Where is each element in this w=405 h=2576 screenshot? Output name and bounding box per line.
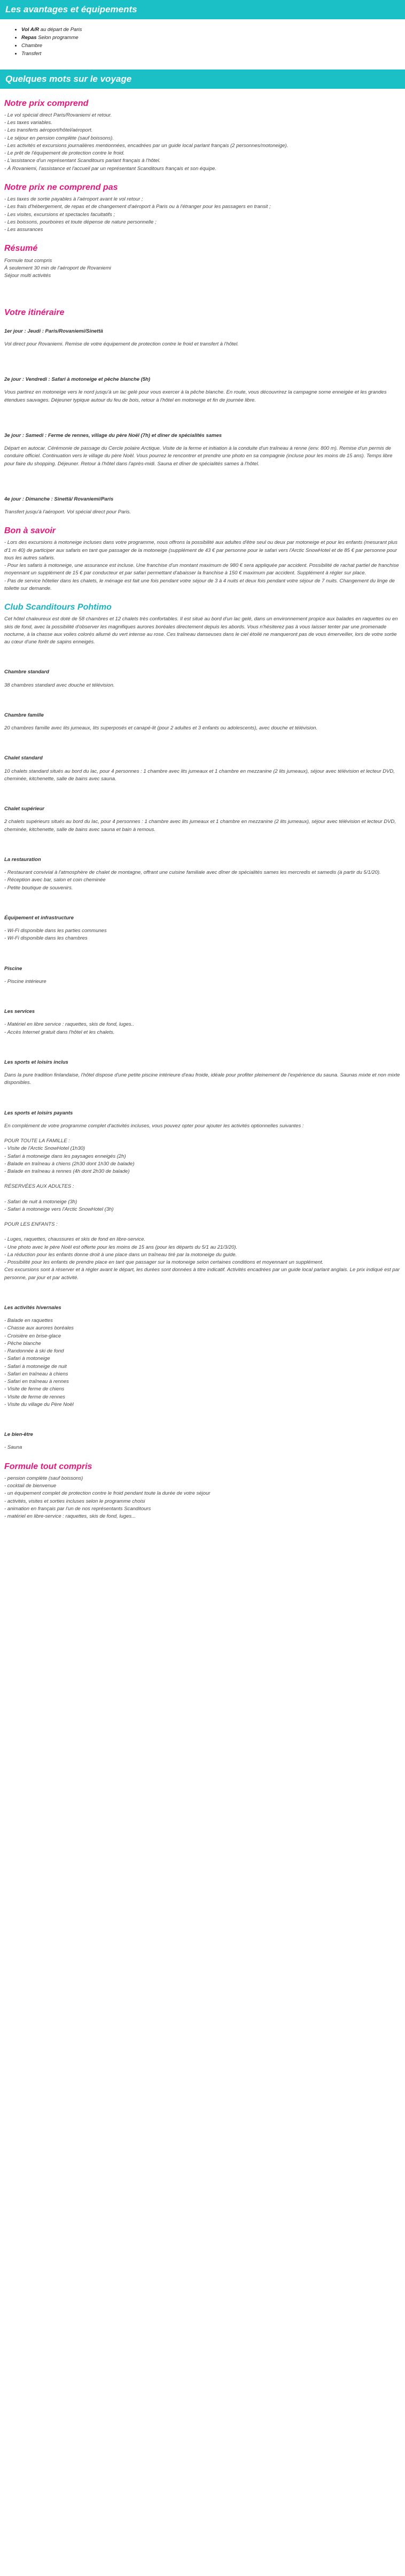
text-line: - Chasse aux aurores boréales bbox=[4, 1325, 74, 1332]
text-line: - Les transferts aéroport/hôtel/aéroport. bbox=[4, 127, 93, 134]
text-line: - Croisière en brise-glace bbox=[4, 1333, 61, 1339]
text-line bbox=[4, 1191, 401, 1198]
list-item: • Vol A/R au départ de Paris bbox=[21, 26, 405, 34]
day-4-text: Transfert jusqu'à l'aéroport. Vol spécial direct pour Paris. bbox=[4, 509, 131, 515]
text-line: 10 chalets standard situés au bord du lac, pour 4 personnes : 1 chambre avec lits jumeaux et 1 chambre en mezzanine (2 lits jumeaux), séjour avec télévision et lecteur DVD, cheminée, kitchenette, salle de bains avec sauna. bbox=[4, 768, 395, 782]
text-line bbox=[4, 1175, 401, 1183]
text-line: - Safari en traîneau à rennes bbox=[4, 1379, 69, 1385]
text-line: - Une photo avec le père Noël est offerte pour les moins de 15 ans (pour les départs du 5/1 au 21/3/20). bbox=[4, 1244, 238, 1250]
subsection-title: Piscine bbox=[4, 965, 22, 972]
subsection-body bbox=[0, 1021, 405, 1036]
text-line: 38 chambres standard avec douche et télévision. bbox=[4, 682, 115, 688]
text-line: - Restaurant convivial à l'atmosphère de chalet de montagne, offrant une cuisine familiale avec dîner de spécialités sames les mercredis et samedis (à partir du 5/1/20). bbox=[4, 870, 381, 876]
text-line: - animation en français par l'un de nos représentants Scanditours bbox=[4, 1505, 151, 1512]
advantages-list bbox=[0, 26, 405, 58]
text-line: - Visite de ferme de chiens bbox=[4, 1386, 65, 1393]
text-line: - Les taxes de sortie payables à l'aéroport avant le vol retour ; bbox=[4, 196, 143, 203]
text-line: - Les activités et excursions journalières mentionnées, encadrées par un guide local parlant français (2 personnes/motoneige). bbox=[4, 142, 289, 149]
text-line: - pension complète (sauf boissons) bbox=[4, 1475, 83, 1481]
subsection-title: Les sports et loisirs payants bbox=[4, 1110, 73, 1116]
subsection-body bbox=[0, 768, 405, 783]
text-line: - Balade en raquettes bbox=[4, 1318, 53, 1324]
text-line: - Lors des excursions à motoneige incluses dans votre programme, nous offrons la possibilité aux adultes d'être seul ou deux par motoneige et pour les enfants (mesurant plus d'1 m 40) de participer aux safaris en tant que passager de la motoneige (supplément de 43 € par personne pour le safari vers l'Arctic SnowHotel et de 85 € par personne pour tous les autres safaris. bbox=[4, 540, 398, 561]
summary-list bbox=[0, 257, 405, 280]
text-line: - Wi-Fi disponible dans les parties communes bbox=[4, 928, 107, 934]
subsection-body bbox=[0, 1072, 405, 1087]
text-line: - Les assurances bbox=[4, 227, 43, 233]
text-line: - matériel en libre-service : raquettes, skis de fond, luges... bbox=[4, 1513, 136, 1520]
subsection-body bbox=[0, 682, 405, 689]
subsection-title: Les services bbox=[4, 1009, 35, 1015]
list-item: • Chambre bbox=[21, 42, 405, 50]
text-line: - Accès Internet gratuit dans l'hôtel et les chalets. bbox=[4, 1029, 115, 1035]
text-line: - Possibilité pour les enfants de prendre place en tant que passager sur la motoneige selon certaines conditions et moyennant un supplément. bbox=[4, 1259, 324, 1266]
subsection-body bbox=[0, 818, 405, 834]
subsection-title: La restauration bbox=[4, 856, 41, 863]
subsection-title: Chalet supérieur bbox=[4, 806, 44, 812]
day-2-text: Vous partirez en motoneige vers le nord jusqu'à un lac gelé pour vous exercer à la pêche blanche. En route, vous découvrirez la campagne some enneigée et les grandes étendues sauvages. Déjeuner typique autour du feu de bois, retour à l'hôtel en motoneige et fin de journée libre. bbox=[4, 389, 387, 403]
text-line: RÉSERVÉES AUX ADULTES : bbox=[4, 1183, 74, 1190]
day-1-text: Vol direct pour Rovaniemi. Remise de votre équipement de protection contre le froid et transfert à l'hôtel. bbox=[4, 341, 239, 347]
text-line: - Visite de ferme de rennes bbox=[4, 1394, 65, 1400]
text-line: - Matériel en libre service : raquettes, skis de fond, luges.. bbox=[4, 1021, 134, 1028]
text-line: À seulement 30 min de l'aéroport de Rovaniemi bbox=[4, 265, 111, 271]
itinerary-heading: Votre itinéraire bbox=[4, 308, 65, 318]
text-line: - Sauna bbox=[4, 1444, 22, 1451]
text-line: - L'assistance d'un représentant Scanditours parlant français à l'hôtel. bbox=[4, 158, 161, 164]
text-line: 20 chambres famille avec lits jumeaux, lits superposés et canapé-lit (pour 2 adultes et 3 enfants ou adolescents), avec douche et télévision. bbox=[4, 725, 318, 732]
text-line: En complément de votre programme complet d'activités incluses, vous pouvez opter pour ajouter les activités optionnelles suivantes : bbox=[4, 1122, 304, 1129]
text-line: Ces excursions sont à réserver et à régler avant le départ, les durées sont données à titre indicatif. Activités encadrées par un guide local parlant anglais. Le prix indiqué est par personne, par jour et par activité. bbox=[4, 1267, 400, 1281]
text-line: - Safari en traîneau à chiens bbox=[4, 1371, 68, 1377]
text-line: - Safari à motoneige vers l'Arctic SnowHotel (3h) bbox=[4, 1206, 114, 1212]
good-to-know-list bbox=[0, 539, 405, 593]
day-2-title: 2e jour : Vendredi : Safari à motoneige et pêche blanche (5h) bbox=[4, 376, 151, 382]
text-line: - Pour les safaris à motoneige, une assurance est incluse. Une franchise d'un montant maximum de 980 € sera appliquée par accident. Possibilité de rachat partiel de franchise moyennant un supplément de 15 € par conducteur et par safari permettant d'abaisser la franchise à 150 € maximum par accident. Supplément à régler sur place. bbox=[4, 563, 399, 576]
price-excludes-list bbox=[0, 196, 405, 234]
text-line bbox=[4, 1228, 401, 1236]
text-line: Dans la pure tradition finlandaise, l'hôtel dispose d'une petite piscine intérieure d'eau froide, idéale pour profiter pleinement de l'expérience du sauna. Saunas mixte et non mixte disponibles. bbox=[4, 1072, 400, 1086]
text-line: Séjour multi activités bbox=[4, 273, 51, 279]
subsection-title: Le bien-être bbox=[4, 1432, 33, 1438]
text-line bbox=[4, 1213, 401, 1221]
text-line: - Randonnée à ski de fond bbox=[4, 1348, 64, 1355]
club-heading: Club Scanditours Pohtimo bbox=[4, 603, 112, 612]
subsection-body bbox=[0, 1122, 405, 1282]
text-line: - La réduction pour les enfants donne droit à une place dans un traîneau tiré par la motoneige du guide. bbox=[4, 1251, 237, 1258]
subsection-body bbox=[0, 725, 405, 732]
subsection-body bbox=[0, 869, 405, 892]
text-line: - Safari de nuit à motoneige (3h) bbox=[4, 1198, 77, 1205]
subsection-title: Chambre standard bbox=[4, 669, 49, 675]
text-line: - cocktail de bienvenue bbox=[4, 1483, 57, 1489]
subsection-title: Équipement et infrastructure bbox=[4, 914, 74, 921]
trip-words-bar: Quelques mots sur le voyage bbox=[0, 70, 405, 89]
text-line: - un équipement complet de protection contre le froid pendant toute la durée de votre séjour bbox=[4, 1490, 211, 1497]
subsection-title: Les sports et loisirs inclus bbox=[4, 1059, 68, 1065]
text-line: 2 chalets supérieurs situés au bord du lac, pour 4 personnes : 1 chambre avec lits jumeaux et 1 chambre en mezzanine (2 lits jumeaux), séjour avec télévision et lecteur DVD, cheminée, kitchenette, salle de bains avec sauna et bain à remous. bbox=[4, 819, 396, 833]
all-inclusive-list bbox=[0, 1475, 405, 1521]
subsection-body bbox=[0, 978, 405, 986]
text-line: - Wi-Fi disponible dans les chambres bbox=[4, 935, 88, 942]
list-item: • Repas Selon programme bbox=[21, 34, 405, 42]
text-line: - À Rovaniemi, l'assistance et l'accueil par un représentant Scanditours français et son équipe. bbox=[4, 165, 217, 172]
text-line: - Pas de service hôtelier dans les chalets, le ménage est fait une fois pendant votre séjour de 3 à 4 nuits et deux fois pendant votre séjour de 7 nuits. Changement du linge de toilette sur demande. bbox=[4, 578, 395, 591]
text-line: - Safari à motoneige de nuit bbox=[4, 1363, 67, 1370]
text-line: - Réception avec bar, salon et coin cheminée bbox=[4, 877, 106, 883]
text-line: - Visite de l'Arctic SnowHotel (1h30) bbox=[4, 1145, 85, 1152]
all-inclusive-heading: Formule tout compris bbox=[4, 1462, 92, 1471]
good-to-know-heading: Bon à savoir bbox=[4, 526, 56, 536]
advantages-bar: Les avantages et équipements bbox=[0, 0, 405, 19]
text-line: Formule tout compris bbox=[4, 257, 52, 264]
hotel-details bbox=[0, 651, 405, 1451]
text-line: - Les taxes variables. bbox=[4, 120, 52, 126]
text-line: - Safari à motoneige bbox=[4, 1356, 50, 1362]
text-line: - Les boissons, pourboires et toute dépense de nature personnelle ; bbox=[4, 219, 157, 225]
summary-heading: Résumé bbox=[4, 244, 38, 253]
text-line: - Petite boutique de souvenirs. bbox=[4, 885, 73, 891]
price-includes-list bbox=[0, 112, 405, 173]
day-3-title: 3e jour : Samedi : Ferme de rennes, village du père Noël (7h) et dîner de spécialités sames bbox=[4, 432, 222, 439]
subsection-body bbox=[0, 1317, 405, 1409]
text-line: - Piscine intérieure bbox=[4, 978, 46, 985]
text-line: POUR TOUTE LA FAMILLE : bbox=[4, 1138, 70, 1144]
text-line bbox=[4, 1130, 401, 1137]
text-line: - Safari à motoneige dans les paysages enneigés (2h) bbox=[4, 1153, 126, 1159]
day-3-text: Départ en autocar. Cérémonie de passage du Cercle polaire Arctique. Visite de la ferme et initiation à la conduite d'un traîneau à renne (env. 800 m). Remise d'un permis de conduire officiel. Continuation vers le village du père Noël. Vous pourrez le rencontrer et prendre une photo en sa compagnie (incluse pour les moins de 15 ans). Temps libre pour faire du shopping. Déjeuner. Retour à l'hôtel dans l'après-midi. Sauna et dîner de spécialités sames à l'hôtel. bbox=[4, 445, 393, 467]
subsection-body bbox=[0, 927, 405, 943]
subsection-title: Les activités hivernales bbox=[4, 1304, 61, 1311]
day-4-title: 4e jour : Dimanche : Sinettä/ Rovaniemi/Paris bbox=[4, 496, 114, 502]
text-line: POUR LES ENFANTS : bbox=[4, 1221, 58, 1228]
text-line: - Les frais d'hébergement, de repas et de changement d'aéroport à Paris ou à l'étranger pour les passagers en transit ; bbox=[4, 204, 271, 210]
day-1-title: 1er jour : Jeudi : Paris/Rovaniemi/Sinettä bbox=[4, 328, 103, 334]
price-includes-heading: Notre prix comprend bbox=[4, 98, 89, 108]
club-description: Cet hôtel chaleureux est doté de 58 chambres et 12 chalets très confortables. Il est situé au bord d'un lac gelé, dans un environnement propice aux balades en raquettes ou en skis de fond, avec la possibilité d'observer les magnifiques aurores boréales directement depuis les abords. Vous n'hésiterez pas à vous laisser tenter par une promenade nocturne, à la chasse aux voiles colorés allumé du vert intense au rose. Ces traîneau danseuses dans le ciel étoilé ne manqueront pas de vous émerveiller, lors de votre sortie au cœur d'une forêt de sapins enneigés. bbox=[4, 616, 398, 645]
list-item: • Transfert bbox=[21, 50, 405, 58]
text-line: - Pêche blanche bbox=[4, 1340, 41, 1347]
text-line: - Le prêt de l'équipement de protection contre le froid. bbox=[4, 150, 125, 157]
text-line: - Le vol spécial direct Paris/Rovaniemi et retour. bbox=[4, 112, 112, 118]
text-line: - activités, visites et sorties incluses selon le programme choisi bbox=[4, 1498, 145, 1504]
price-excludes-heading: Notre prix ne comprend pas bbox=[4, 182, 118, 192]
subsection-body bbox=[0, 1444, 405, 1451]
text-line: - Balade en traîneau à rennes (4h dont 2h30 de balade) bbox=[4, 1168, 130, 1175]
text-line: - Balade en traîneau à chiens (2h30 dont 1h30 de balade) bbox=[4, 1160, 135, 1167]
subsection-title: Chambre famille bbox=[4, 712, 44, 718]
subsection-title: Chalet standard bbox=[4, 755, 43, 762]
text-line: - Les visites, excursions et spectacles facultatifs ; bbox=[4, 211, 115, 218]
text-line: - Luges, raquettes, chaussures et skis de fond en libre-service. bbox=[4, 1236, 146, 1243]
text-line: - Le séjour en pension complète (sauf boissons). bbox=[4, 135, 114, 141]
text-line: - Visite du village du Père Noël bbox=[4, 1401, 74, 1408]
